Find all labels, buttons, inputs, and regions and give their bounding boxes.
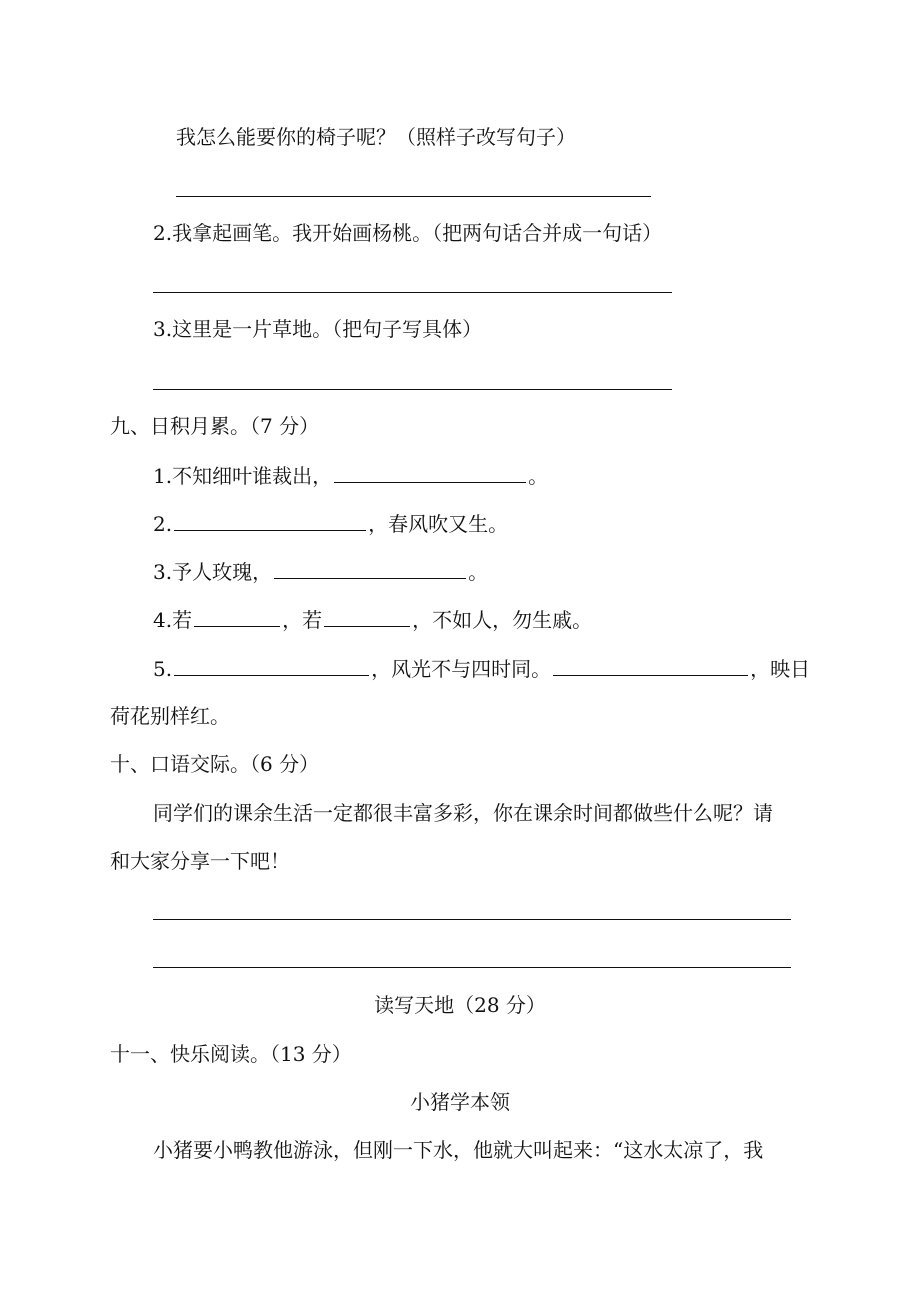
poem-item-1	[153, 462, 548, 489]
story-title: 小猪学本领	[410, 1090, 510, 1114]
poem-blank-4b[interactable]	[324, 606, 410, 627]
poem-item-1-text: 1.不知细叶谁裁出，	[153, 464, 333, 488]
poem-item-4-b: ，若	[282, 608, 323, 632]
question-8-3: 3.这里是一片草地。（把句子写具体）	[153, 317, 483, 341]
poem-item-4-a: 4.若	[153, 608, 193, 632]
poem-item-5-continuation: 荷花别样红。	[110, 704, 230, 728]
poem-item-5-num: 5.	[153, 657, 173, 681]
oral-answer-line-1[interactable]	[153, 919, 791, 920]
oral-prompt-line-2: 和大家分享一下吧！	[110, 849, 290, 873]
poem-item-1-end: 。	[528, 464, 549, 488]
poem-item-2-text: ，春风吹又生。	[368, 512, 509, 536]
poem-item-4-c: ，不如人，勿生戚。	[412, 608, 593, 632]
poem-blank-5b[interactable]	[553, 655, 748, 676]
poem-item-5-c: ，映日	[750, 657, 811, 681]
poem-blank-3[interactable]	[274, 558, 466, 579]
section-9-heading: 九、日积月累。（7 分）	[110, 414, 320, 438]
poem-item-3-end: 。	[468, 560, 489, 584]
poem-item-5	[153, 655, 810, 682]
part-title: 读写天地（28 分）	[374, 993, 546, 1017]
poem-item-5-b: ，风光不与四时同。	[371, 657, 552, 681]
oral-answer-line-2[interactable]	[153, 967, 791, 968]
rewrite-example-sentence: 我怎么能要你的椅子呢？（照样子改写句子）	[176, 125, 576, 149]
section-11-heading: 十一、快乐阅读。（13 分）	[110, 1042, 352, 1066]
poem-item-3	[153, 558, 488, 585]
story-paragraph-line-1: 小猪要小鸭教他游泳，但刚一下水，他就大叫起来：“这水太凉了，我	[153, 1138, 764, 1162]
poem-item-4	[153, 606, 592, 633]
poem-item-2	[153, 510, 508, 537]
poem-blank-1[interactable]	[334, 462, 526, 483]
poem-item-3-text: 3.予人玫瑰，	[153, 560, 273, 584]
oral-prompt-line-1: 同学们的课余生活一定都很丰富多彩，你在课余时间都做些什么呢？请	[153, 801, 773, 825]
question-8-2: 2.我拿起画笔。我开始画杨桃。（把两句话合并成一句话）	[153, 221, 663, 245]
poem-item-2-num: 2.	[153, 512, 173, 536]
answer-line-3[interactable]	[153, 389, 672, 390]
answer-line-1[interactable]	[176, 196, 651, 197]
poem-blank-2[interactable]	[174, 510, 366, 531]
poem-blank-5a[interactable]	[174, 655, 369, 676]
poem-blank-4a[interactable]	[194, 606, 280, 627]
section-10-heading: 十、口语交际。（6 分）	[110, 752, 320, 776]
answer-line-2[interactable]	[153, 292, 672, 293]
